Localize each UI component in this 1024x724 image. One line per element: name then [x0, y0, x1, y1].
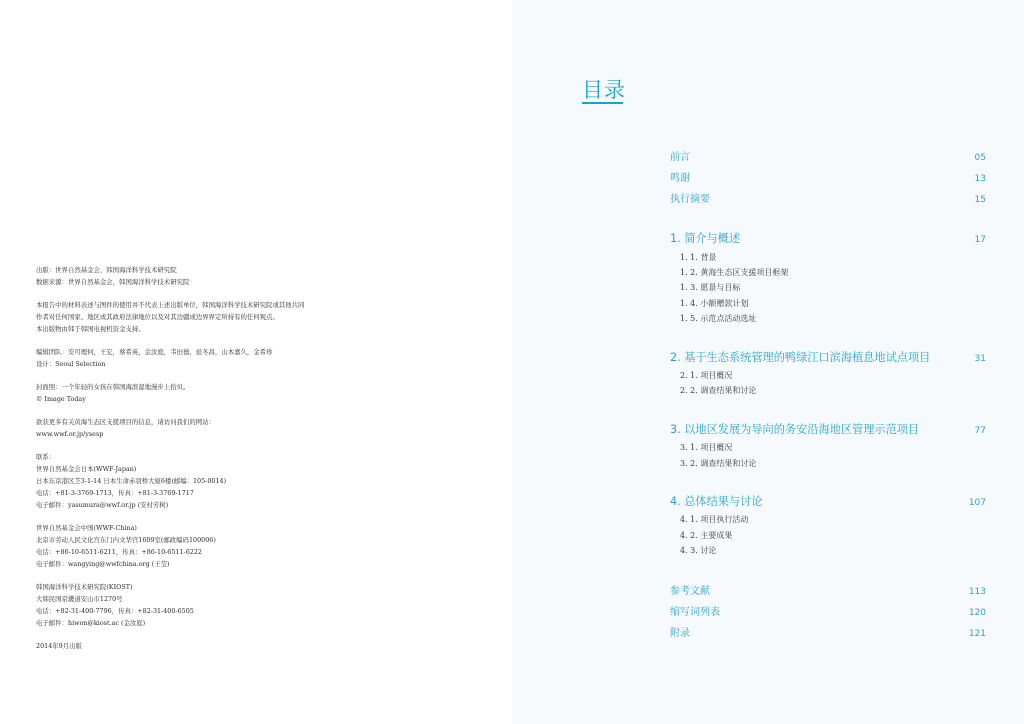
imprint-photo-credit	[36, 381, 376, 405]
imprint-line: 数据来源：世界自然基金会，韩国海洋科学技术研究院	[36, 278, 190, 286]
imprint-line: 设计：Seoul Selection	[36, 360, 106, 368]
toc-subsection[interactable]: 3. 1. 项目概况	[680, 443, 733, 452]
imprint-line: 封面照：一个年轻的女孩在韩国海滨湿地漫步上拾贝。	[36, 383, 190, 391]
toc-entry-page: 05	[974, 153, 986, 163]
toc-entry-acknowledgements[interactable]	[670, 169, 986, 184]
imprint-line: 电话：+86-10-6511-6211，传真：+86-10-6511-6222	[36, 548, 202, 556]
imprint-line: 电话：+82-31-400-7796，传真：+82-31-400-6505	[36, 607, 194, 615]
toc-entry-references[interactable]	[670, 582, 986, 597]
toc-subsection[interactable]: 2. 1. 项目概况	[680, 371, 733, 380]
toc-chapter-page: 107	[968, 498, 986, 508]
toc-entry-page: 15	[974, 195, 986, 205]
toc-subsection[interactable]: 4. 2. 主要成果	[680, 531, 733, 540]
toc-chapter-page: 77	[974, 426, 986, 436]
toc-entry-label: 执行摘要	[670, 194, 710, 205]
toc-subsection[interactable]: 3. 2. 调查结果和讨论	[680, 459, 757, 468]
toc-subsection[interactable]: 1. 1. 背景	[680, 253, 717, 262]
toc-entry-appendix[interactable]	[670, 624, 986, 639]
toc-subsection[interactable]: 2. 2. 调查结果和讨论	[680, 386, 757, 395]
imprint-contact-japan	[36, 451, 376, 511]
imprint-block	[36, 264, 376, 663]
toc-entry-executive-summary[interactable]	[670, 190, 986, 205]
toc-title-underline	[582, 102, 623, 104]
imprint-line: 欲获更多有关黄海生态区支援项目的信息，请访问我们的网站：	[36, 418, 215, 426]
toc-entry-label: 前言	[670, 152, 690, 163]
imprint-line: 韩国海洋科学技术研究院(KIOST)	[36, 583, 133, 591]
toc-chapter-page: 31	[974, 354, 986, 364]
imprint-line: 世界自然基金会中国(WWF-China)	[36, 524, 137, 532]
toc-subsection[interactable]: 4. 1. 项目执行活动	[680, 515, 749, 524]
toc-entry-page: 13	[974, 174, 986, 184]
imprint-contacts-label: 联系：	[36, 453, 56, 461]
imprint-contact-kiost	[36, 581, 376, 629]
toc-entry-page: 120	[968, 608, 986, 618]
toc-entry-abbreviations[interactable]	[670, 603, 986, 618]
imprint-line: 本报告中的材料表述与图件的使用并不代表上述出版单位，韩国海洋科学技术研究院或其他共同	[36, 301, 305, 309]
imprint-line: 2014年9月出版	[36, 642, 82, 650]
imprint-email[interactable]: 电子邮件：hiwon@kiost.ac (金汝庭)	[36, 619, 146, 627]
imprint-email[interactable]: 电子邮件：yasumura@wwf.or.jp (安村芳树)	[36, 501, 169, 509]
toc-entry-page: 121	[968, 629, 986, 639]
toc-subsection[interactable]: 1. 3. 愿景与目标	[680, 283, 741, 292]
imprint-line: 本出版物由韩于韩国电视机资金支持。	[36, 325, 145, 333]
toc-chapter-page: 17	[974, 235, 986, 245]
toc-entry-label: 鸣谢	[670, 173, 690, 184]
imprint-line: 作者对任何国家、地区或其政府法律地位以及对其边疆或边界界定所持有的任何观点。	[36, 313, 279, 321]
toc-chapter-label: 2. 基于生态系统管理的鸭绿江口滨海植息地试点项目	[670, 351, 931, 364]
toc-chapter-2[interactable]	[670, 349, 986, 365]
imprint-line: 编辑团队：安可理何，王宏，蔡希英，金汝庭，韦田德，延冬昌，山本嘉久，金希珍	[36, 348, 273, 356]
toc-entry-preface[interactable]	[670, 148, 986, 163]
imprint-website	[36, 416, 376, 440]
toc-chapter-label: 4. 总体结果与讨论	[670, 495, 763, 508]
imprint-website-url[interactable]: www.wwf.or.jp/ysesp	[36, 430, 104, 438]
toc-subsection[interactable]: 4. 3. 讨论	[680, 546, 717, 555]
toc-subsection[interactable]: 1. 5. 示范点活动选址	[680, 314, 757, 323]
toc-entry-label: 参考文献	[670, 586, 710, 597]
toc-chapter-label: 3. 以地区发展为导向的务安沿海地区管理示范项目	[670, 423, 920, 436]
imprint-line: 北京市劳动人民文化宫东门内文华宫1609室(邮政编码100006)	[36, 536, 216, 544]
toc-chapter-1[interactable]	[670, 230, 986, 246]
imprint-line: 世界自然基金会日本(WWF-Japan)	[36, 465, 137, 473]
imprint-line: © Image Today	[36, 395, 86, 403]
imprint-line: 大韩民国京畿道安山市1270号	[36, 595, 123, 603]
imprint-email[interactable]: 电子邮件：wangying@wwfchina.org (王莹)	[36, 560, 170, 568]
imprint-line: 日本东京港区芝3-1-14 日本生命赤羽桥大厦6楼(邮编：105-0014)	[36, 477, 227, 485]
toc-chapter-3[interactable]	[670, 421, 986, 437]
toc-entry-label: 缩写词列表	[670, 607, 720, 618]
imprint-credits	[36, 264, 376, 288]
toc-entry-page: 113	[968, 587, 986, 597]
toc-title: 目录	[582, 78, 626, 102]
imprint-line: 电话：+81-3-3769-1713，传真：+81-3-3769-1717	[36, 489, 194, 497]
toc-subsection[interactable]: 1. 4. 小额赠款计划	[680, 299, 749, 308]
toc-subsection[interactable]: 1. 2. 黄海生态区支援项目框架	[680, 268, 789, 277]
imprint-disclaimer	[36, 299, 376, 335]
toc-chapter-label: 1. 简介与概述	[670, 232, 741, 245]
imprint-contact-china	[36, 522, 376, 570]
toc-chapter-4[interactable]	[670, 493, 986, 509]
imprint-line: 出版：世界自然基金会，韩国海洋科学技术研究院	[36, 266, 177, 274]
imprint-date	[36, 640, 376, 652]
imprint-design	[36, 346, 376, 370]
toc-entry-label: 附录	[670, 628, 690, 639]
